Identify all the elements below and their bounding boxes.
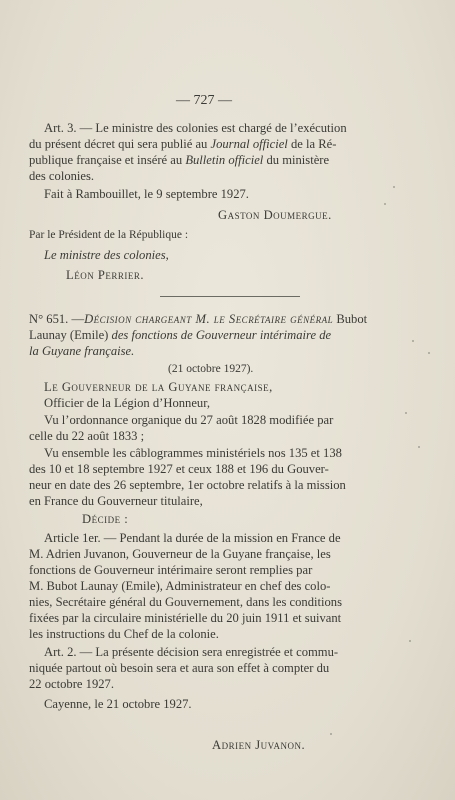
text-line: fonctions de Gouverneur intérimaire seront remplies par bbox=[29, 563, 313, 577]
decision-heading: N° 651. —Décision chargeant M. le Secrétaire général Bubot bbox=[29, 312, 368, 326]
text-line: M. Adrien Juvanon, Gouverneur de la Guyane française, les bbox=[29, 547, 331, 561]
decision-heading: Launay (Emile) des fonctions de Gouverneur intérimaire de bbox=[29, 328, 332, 342]
text-line: Art. 3. — Le ministre des colonies est chargé de l’exécution bbox=[44, 121, 347, 135]
scan-speck bbox=[393, 186, 395, 188]
signature-perrier: Léon Perrier. bbox=[66, 268, 144, 282]
scan-speck bbox=[418, 446, 420, 448]
signature-juvanon: Adrien Juvanon. bbox=[212, 738, 306, 752]
text-line: 22 octobre 1927. bbox=[29, 677, 114, 691]
decide-heading: Décide : bbox=[82, 512, 129, 526]
text-line: publique française et inséré au Bulletin officiel du ministère bbox=[29, 153, 330, 167]
text-line: Cayenne, le 21 octobre 1927. bbox=[44, 697, 192, 711]
decision-heading: la Guyane française. bbox=[29, 344, 135, 358]
text-line: Art. 2. — La présente décision sera enregistrée et commu- bbox=[44, 645, 339, 659]
text-line: celle du 22 août 1833 ; bbox=[29, 429, 145, 443]
signature-doumergue: Gaston Doumergue. bbox=[218, 208, 332, 222]
text-line: Le ministre des colonies, bbox=[44, 248, 169, 262]
text-line: les instructions du Chef de la colonie. bbox=[29, 627, 219, 641]
text-line: Vu ensemble les câblogrammes ministériels nos 135 et 138 bbox=[44, 446, 342, 460]
text-line: du présent décret qui sera publié au Journal officiel de la Ré- bbox=[29, 137, 337, 151]
text-line: Article 1er. — Pendant la durée de la mission en France de bbox=[44, 531, 341, 545]
text-line: Par le Président de la République : bbox=[29, 229, 189, 241]
scan-speck bbox=[405, 412, 407, 414]
text-line: M. Bubot Launay (Emile), Administrateur en chef des colo- bbox=[29, 579, 331, 593]
text-line: nies, Secrétaire général du Gouvernement, dans les conditions bbox=[29, 595, 342, 609]
section-divider bbox=[160, 296, 300, 297]
text-line: neur en date des 26 septembre, 1er octobre relatifs à la mission bbox=[29, 478, 346, 492]
text-line: des 10 et 18 septembre 1927 et ceux 188 et 196 du Gouver- bbox=[29, 462, 329, 476]
scan-speck bbox=[428, 352, 430, 354]
scan-speck bbox=[384, 203, 386, 205]
text-line: en France du Gouverneur titulaire, bbox=[29, 494, 203, 508]
decision-date: (21 octobre 1927). bbox=[168, 363, 254, 375]
scan-speck bbox=[330, 733, 332, 735]
scan-speck bbox=[409, 640, 411, 642]
text-line: Fait à Rambouillet, le 9 septembre 1927. bbox=[44, 187, 249, 201]
page-number: — 727 — bbox=[176, 93, 232, 108]
text-line: niquée partout où besoin sera et aura son effet à compter du bbox=[29, 661, 330, 675]
text-line: Officier de la Légion d’Honneur, bbox=[44, 396, 211, 410]
text-line: fixées par la circulaire ministérielle du 20 juin 1911 et suivant bbox=[29, 611, 342, 625]
text-line: Le Gouverneur de la Guyane française, bbox=[44, 380, 273, 394]
scan-speck bbox=[412, 340, 414, 342]
text-line: Vu l’ordonnance organique du 27 août 1828 modifiée par bbox=[44, 413, 334, 427]
text-line: des colonies. bbox=[29, 169, 95, 183]
